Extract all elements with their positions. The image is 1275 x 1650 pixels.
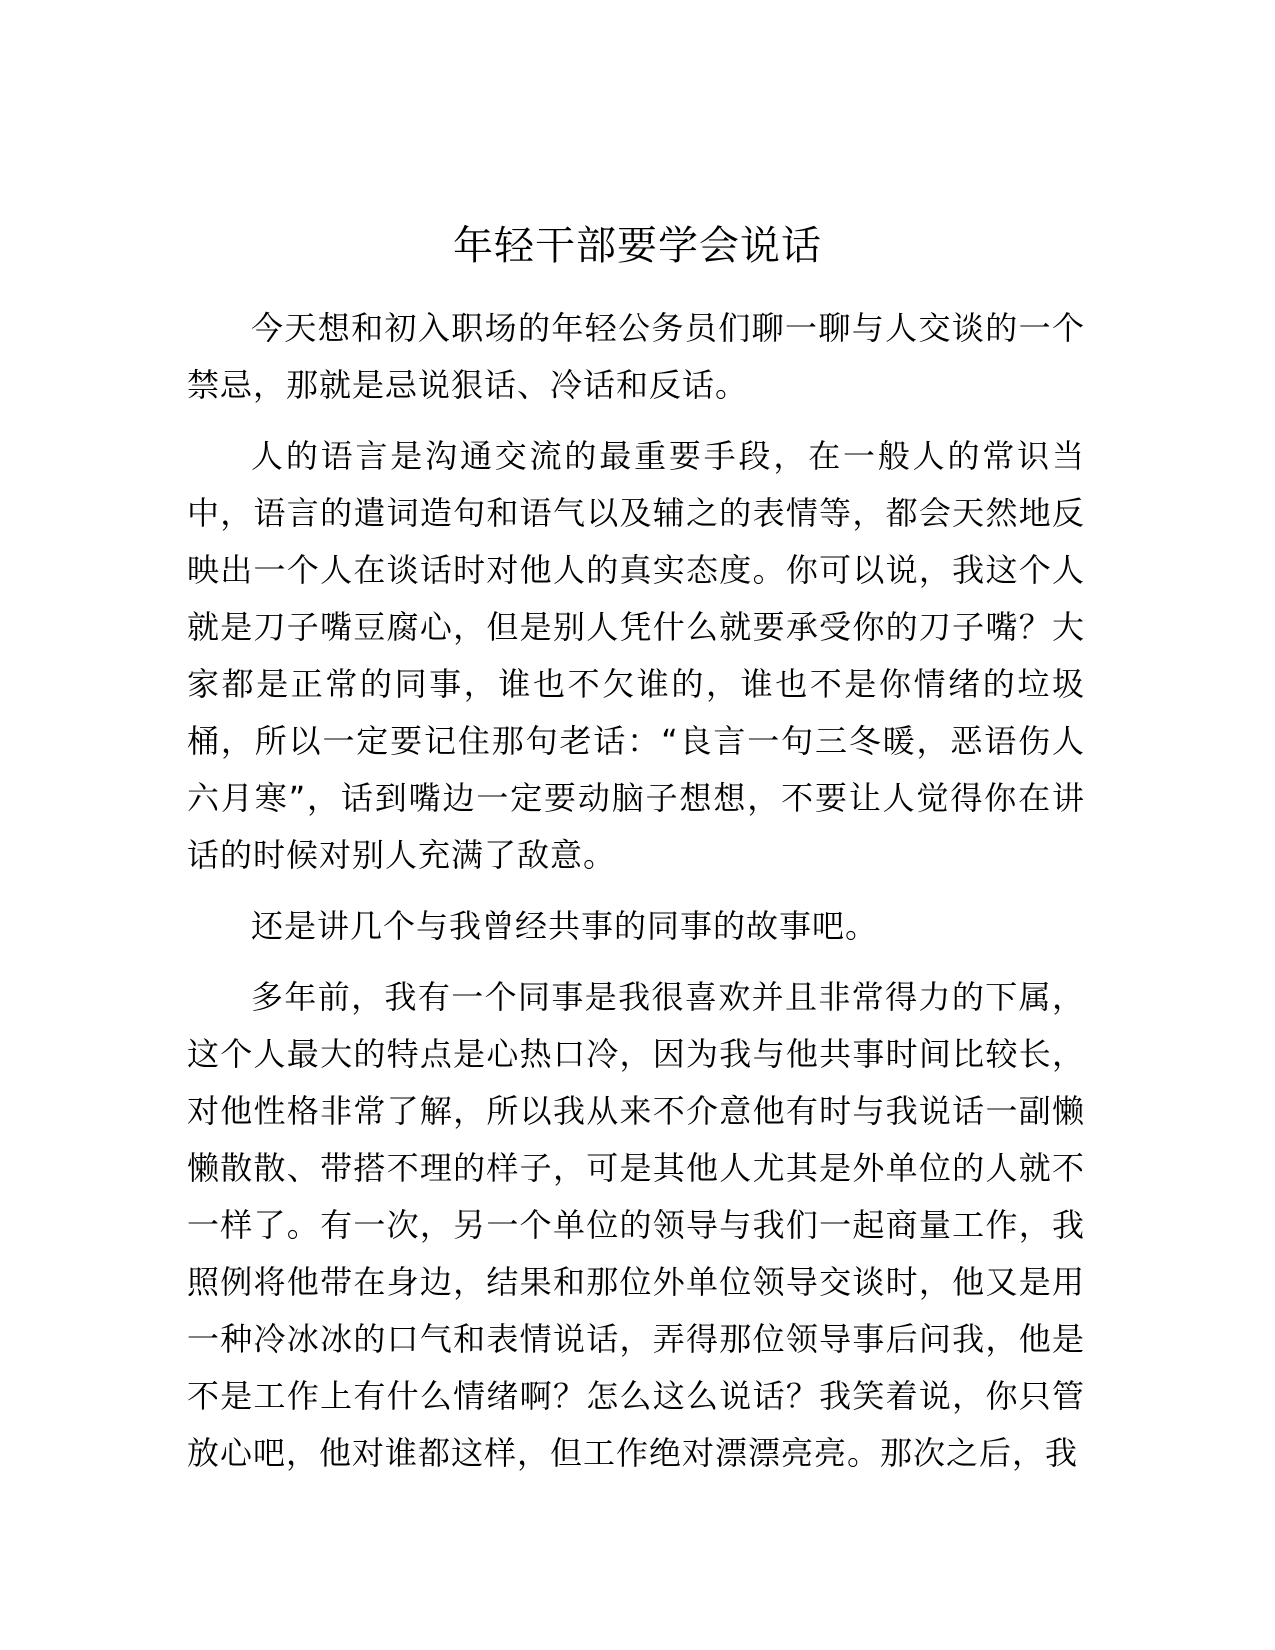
paragraph-3: 还是讲几个与我曾经共事的同事的故事吧。 xyxy=(251,907,879,945)
paragraph-2: 人的语言是沟通交流的最重要手段，在一般人的常识当中，语言的遣词造句和语气以及辅之的表情等，都会天然地反映出一个人在谈话时对他人的真实态度。你可以说，我这个人就是刀子嘴豆腐心，但是别人凭什么就要承受你的刀子嘴？大家都是正常的同事，谁也不欠谁的，谁也不是你情绪的垃圾桶，所以一定要记住那句老话：“良言一句三冬暖，恶语伤人六月寒”，话到嘴边一定要动脑子想想，不要让人觉得你在讲话的时候对别人充满了敌意。 xyxy=(187,437,1085,874)
document-title: 年轻干部要学会说话 xyxy=(453,223,822,269)
paragraph-1: 今天想和初入职场的年轻公务员们聊一聊与人交谈的一个禁忌，那就是忌说狠话、冷话和反话。 xyxy=(187,309,1085,404)
paragraph-4: 多年前，我有一个同事是我很喜欢并且非常得力的下属，这个人最大的特点是心热口冷，因为我与他共事时间比较长，对他性格非常了解，所以我从来不介意他有时与我说话一副懒懒散散、带搭不理的样子，可是其他人尤其是外单位的人就不一样了。有一次，另一个单位的领导与我们一起商量工作，我照例将他带在身边，结果和那位外单位领导交谈时，他又是用一种冷冰冰的口气和表情说话，弄得那位领导事后问我，他是不是工作上有什么情绪啊？怎么这么说话？我笑着说，你只管放心吧，他对谁都这样，但工作绝对漂漂亮亮。那次之后，我 xyxy=(187,978,1085,1472)
document-body xyxy=(187,300,1085,1496)
